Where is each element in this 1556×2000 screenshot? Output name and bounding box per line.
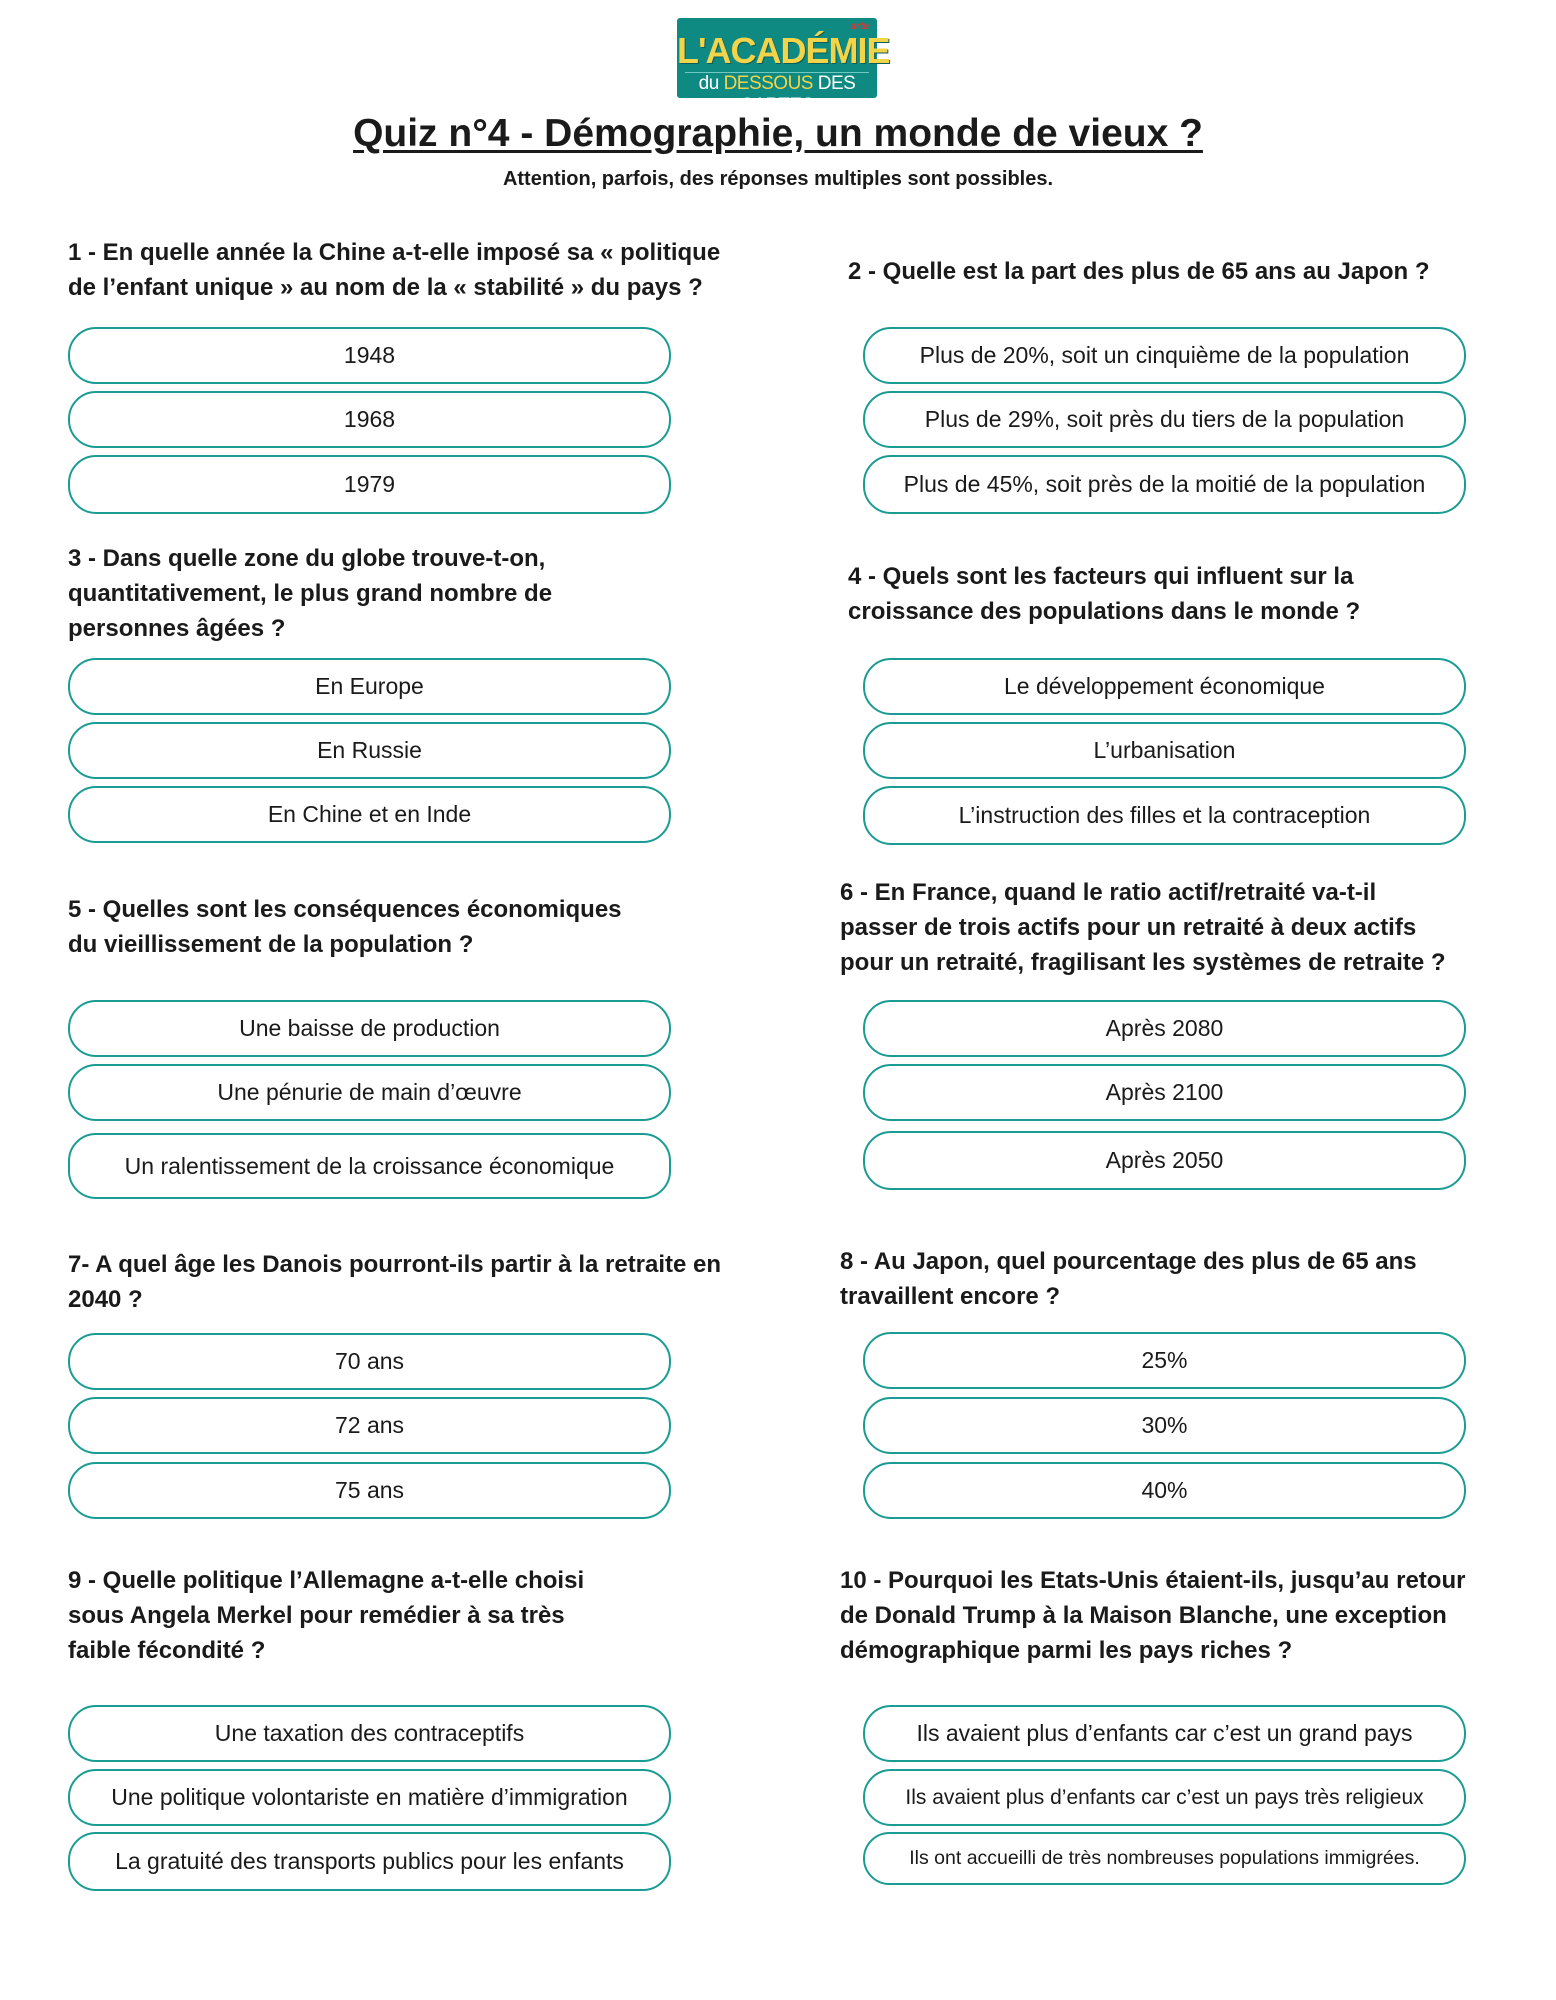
question-8 bbox=[840, 1244, 1417, 1314]
question-line: du vieillissement de la population ? bbox=[68, 931, 474, 958]
answer-option[interactable]: Après 2100 bbox=[863, 1064, 1466, 1121]
logo-sub-highlight: DESSOUS bbox=[723, 73, 813, 94]
answer-option[interactable]: 1968 bbox=[68, 391, 671, 448]
logo-sub-du: du bbox=[698, 73, 719, 94]
answer-option[interactable]: L’instruction des filles et la contraception bbox=[863, 786, 1466, 845]
question-6 bbox=[840, 875, 1446, 980]
question-7 bbox=[68, 1247, 721, 1317]
answer-option[interactable]: Ils avaient plus d’enfants car c’est un pays très religieux bbox=[863, 1769, 1466, 1826]
answer-option[interactable]: La gratuité des transports publics pour les enfants bbox=[68, 1832, 671, 1891]
question-line: faible fécondité ? bbox=[68, 1637, 266, 1664]
question-line: de l’enfant unique » au nom de la « stabilité » du pays ? bbox=[68, 274, 703, 301]
question-9 bbox=[68, 1563, 584, 1668]
logo-title: L'ACADÉMIE bbox=[677, 30, 890, 71]
answer-option[interactable]: En Chine et en Inde bbox=[68, 786, 671, 843]
question-line: 9 - Quelle politique l’Allemagne a-t-elle choisi bbox=[68, 1567, 585, 1594]
question-line: pour un retraité, fragilisant les systèmes de retraite ? bbox=[840, 949, 1446, 976]
answer-option[interactable]: Ils avaient plus d’enfants car c’est un grand pays bbox=[863, 1705, 1466, 1762]
page-subtitle: Attention, parfois, des réponses multiples sont possibles. bbox=[502, 168, 1054, 190]
answer-option[interactable]: Ils ont accueilli de très nombreuses populations immigrées. bbox=[863, 1832, 1466, 1885]
question-10 bbox=[840, 1563, 1465, 1668]
answer-option[interactable]: 75 ans bbox=[68, 1462, 671, 1519]
question-line: 3 - Dans quelle zone du globe trouve-t-on, bbox=[68, 545, 546, 572]
question-line: 4 - Quels sont les facteurs qui influent sur la bbox=[848, 563, 1354, 590]
answer-option[interactable]: 70 ans bbox=[68, 1333, 671, 1390]
answer-option[interactable]: Après 2050 bbox=[863, 1131, 1466, 1190]
question-3 bbox=[68, 541, 552, 646]
question-line: 7- A quel âge les Danois pourront-ils partir à la retraite en bbox=[68, 1251, 722, 1278]
answer-option[interactable]: Une baisse de production bbox=[68, 1000, 671, 1057]
question-4 bbox=[848, 559, 1360, 629]
answer-option[interactable]: En Russie bbox=[68, 722, 671, 779]
question-line: sous Angela Merkel pour remédier à sa très bbox=[68, 1602, 565, 1629]
question-2 bbox=[848, 254, 1430, 289]
question-line: 10 - Pourquoi les Etats-Unis étaient-ils, jusqu’au retour bbox=[840, 1567, 1466, 1594]
question-1 bbox=[68, 235, 720, 305]
answer-option[interactable]: 25% bbox=[863, 1332, 1466, 1389]
question-line: passer de trois actifs pour un retraité à deux actifs bbox=[840, 914, 1417, 941]
answer-option[interactable]: Plus de 45%, soit près de la moitié de la population bbox=[863, 455, 1466, 514]
answer-option[interactable]: 72 ans bbox=[68, 1397, 671, 1454]
question-line: personnes âgées ? bbox=[68, 615, 286, 642]
question-line: 6 - En France, quand le ratio actif/retraité va-t-il bbox=[840, 879, 1377, 906]
answer-option[interactable]: En Europe bbox=[68, 658, 671, 715]
answer-option[interactable]: Une pénurie de main d’œuvre bbox=[68, 1064, 671, 1121]
question-line: 2040 ? bbox=[68, 1286, 143, 1313]
logo-subtitle bbox=[677, 73, 877, 117]
answer-option[interactable]: Une politique volontariste en matière d’immigration bbox=[68, 1769, 671, 1826]
question-line: 1 - En quelle année la Chine a-t-elle imposé sa « politique bbox=[68, 239, 721, 266]
answer-option[interactable]: 30% bbox=[863, 1397, 1466, 1454]
answer-option[interactable]: Le développement économique bbox=[863, 658, 1466, 715]
question-line: de Donald Trump à la Maison Blanche, une exception bbox=[840, 1602, 1447, 1629]
question-line: 5 - Quelles sont les conséquences économiques bbox=[68, 896, 622, 923]
logo-arte-mark: arte bbox=[850, 21, 869, 32]
answer-option[interactable]: L’urbanisation bbox=[863, 722, 1466, 779]
answer-option[interactable]: Plus de 20%, soit un cinquième de la population bbox=[863, 327, 1466, 384]
answer-option[interactable]: 40% bbox=[863, 1462, 1466, 1519]
question-line: 2 - Quelle est la part des plus de 65 ans au Japon ? bbox=[848, 258, 1430, 285]
answer-option[interactable]: Un ralentissement de la croissance économique bbox=[68, 1133, 671, 1199]
answer-option[interactable]: Après 2080 bbox=[863, 1000, 1466, 1057]
answer-option[interactable]: Plus de 29%, soit près du tiers de la population bbox=[863, 391, 1466, 448]
academie-logo bbox=[677, 18, 890, 116]
answer-option[interactable]: Une taxation des contraceptifs bbox=[68, 1705, 671, 1762]
answer-option[interactable]: 1979 bbox=[68, 455, 671, 514]
question-line: travaillent encore ? bbox=[840, 1283, 1061, 1310]
answer-option[interactable]: 1948 bbox=[68, 327, 671, 384]
page-title: Quiz n°4 - Démographie, un monde de vieux ? bbox=[353, 112, 1203, 155]
logo-sub-rest: DES CARTES bbox=[740, 73, 856, 116]
question-line: 8 - Au Japon, quel pourcentage des plus de 65 ans bbox=[840, 1248, 1417, 1275]
question-line: quantitativement, le plus grand nombre de bbox=[68, 580, 553, 607]
question-line: démographique parmi les pays riches ? bbox=[840, 1637, 1293, 1664]
question-5 bbox=[68, 892, 622, 962]
question-line: croissance des populations dans le monde ? bbox=[848, 598, 1361, 625]
